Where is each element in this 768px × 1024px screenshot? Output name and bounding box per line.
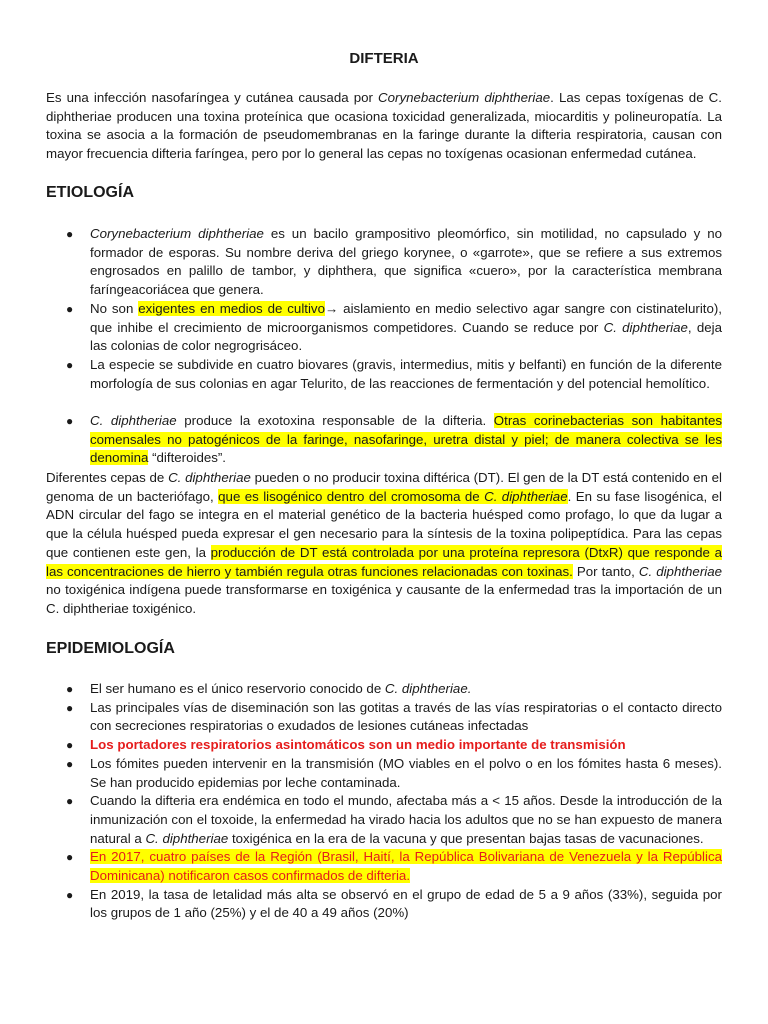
- list-item: [46, 225, 722, 300]
- text-run: no toxigénica indígena puede transformarse en toxigénica y causante de la enfermedad tras la importación de un C. diphtheriae toxigénico.: [46, 582, 722, 616]
- highlighted-run: producción de DT está controlada por una proteína represora (DtxR) que responde a las concentraciones de hierro y también regula otras funciones relacionadas con toxinas.: [46, 544, 722, 579]
- highlighted-run: exigentes en medios de cultivo: [138, 300, 325, 316]
- italic-run: C. diphtheriae: [145, 830, 229, 846]
- highlighted-run: [218, 489, 567, 504]
- list-item: [46, 755, 722, 792]
- list-item: [46, 736, 722, 755]
- dt-paragraph: [46, 469, 722, 619]
- list-item: [46, 356, 722, 393]
- bullet-dot-icon: ●: [66, 794, 74, 809]
- text-run: Las principales vías de diseminación son las gotitas a través de las vías respiratorias o el contacto directo con secreciones respiratorias o exudados de lesiones cutáneas infectadas: [90, 699, 722, 734]
- document-title: DIFTERIA: [349, 50, 419, 67]
- italic-run: C. diphtheriae: [603, 319, 688, 335]
- bullet-dot-icon: ●: [66, 738, 74, 753]
- list-item: [46, 412, 722, 468]
- list-item: [46, 680, 722, 699]
- list-item: [46, 792, 722, 848]
- text-run: que es lisogénico dentro del cromosoma de: [218, 488, 485, 504]
- italic-run: C. diphtheriae: [168, 470, 251, 485]
- text-run: En 2019, la tasa de letalidad más alta se observó en el grupo de edad de 5 a 9 años (33%), seguida por los grupos de 1 año (25%) y el de 40 a 49 años (20%): [90, 886, 722, 921]
- epidemiologia-bullet-list: [46, 680, 722, 923]
- bullet-dot-icon: ●: [66, 850, 74, 865]
- etiologia-bullet-list: [46, 225, 722, 468]
- text-run: La especie se subdivide en cuatro biovares (gravis, intermedius, mitis y belfanti) en función de la diferente morfología de sus colonias en agar Telurito, de las reacciones de fermentación y del potencial hemolítico.: [90, 356, 722, 391]
- highlighted-run: Otras corinebacterias son habitantes comensales no patogénicos de la faringe, nasofaringe, uretra distal y piel; de manera colectiva se les denomina: [90, 413, 722, 466]
- list-item: [46, 300, 722, 356]
- bullet-dot-icon: ●: [66, 887, 74, 902]
- red-highlighted-run: En 2017, cuatro países de la Región (Brasil, Haití, la República Bolivariana de Venezuela y la República Dominicana) notificaron casos confirmados de difteria.: [90, 849, 722, 884]
- text-run: Cuando la difteria era endémica en todo el mundo, afectaba más a < 15 años. Desde la introducción de la inmunización con el toxoide, la enfermedad ha virado hacia los adultos que no se han expuesto de manera natural a: [90, 793, 722, 846]
- bullet-dot-icon: ●: [66, 682, 74, 696]
- italic-run: C. diphtheriae.: [384, 681, 472, 696]
- text-run: . Las cepas toxígenas de C. diphtheriae producen una toxina proteínica que ocasiona toxicidad generalizada, miocarditis y polineuropatía. La toxina se asocia a la formación de pseudomembranas en la faringe durante la difteria respiratoria, causan con mayor frecuencia difteria faríngea, pero por lo general las cepas no toxígenas ocasionan enfermedad cutánea.: [46, 90, 722, 162]
- bullet-dot-icon: ●: [66, 301, 74, 316]
- bullet-dot-icon: ●: [66, 700, 74, 715]
- text-run: Diferentes cepas de: [46, 470, 169, 485]
- text-run: . En su fase lisogénica, el ADN circular del fago se integra en el material genético de la bacteria huésped como profago, lo que da lugar a que la célula huésped pueda expresar el gen necesario para la síntesis de la toxina polipeptídica. Para las cepas que contienen este gen, la: [46, 488, 722, 560]
- text-run: , deja las colonias de color negrogrisáceo.: [90, 319, 722, 354]
- section-heading-epidemiologia: EPIDEMIOLOGÍA: [46, 640, 175, 657]
- text-run: toxigénica en la era de la vacuna y que presentan bajas tasas de vacunaciones.: [228, 830, 704, 846]
- text-run: No son: [90, 300, 139, 316]
- list-item: [46, 848, 722, 885]
- bullet-dot-icon: ●: [66, 357, 74, 372]
- italic-run: C. diphtheriae: [484, 488, 568, 504]
- bullet-dot-icon: ●: [66, 756, 74, 771]
- intro-paragraph: [46, 89, 722, 164]
- list-item: [46, 886, 722, 923]
- text-run: pueden o no producir toxina diftérica (DT). El gen de la DT está contenido en el genoma de un bacteriófago,: [46, 470, 722, 504]
- bullet-dot-icon: ●: [66, 227, 74, 241]
- italic-run: Corynebacterium diphtheriae: [90, 226, 264, 241]
- text-run: produce la exotoxina responsable de la difteria.: [176, 413, 494, 429]
- list-item: [46, 699, 722, 736]
- italic-run: Corynebacterium diphtheriae: [378, 90, 551, 105]
- text-run: Los fómites pueden intervenir en la transmisión (MO viables en el polvo o en los fómites hasta 6 meses). Se han producido epidemias por leche contaminada.: [90, 755, 722, 790]
- italic-run: C. diphtheriae: [90, 413, 177, 429]
- section-heading-etiologia: ETIOLOGÍA: [46, 184, 134, 201]
- text-run: es un bacilo grampositivo pleomórfico, sin motilidad, no capsulado y no formador de esporas. Su nombre deriva del griego korynee, o «garrote», que se refiere a sus extremos engrosados en palillo de tambor, y diphthera, que significa «cuero», por la característica membrana faríngeacoriácea que genera.: [90, 226, 722, 298]
- red-emphasis-run: Los portadores respiratorios asintomáticos son un medio importante de transmisión: [90, 737, 626, 753]
- text-run: Es una infección nasofaríngea y cutánea causada por: [46, 90, 379, 105]
- text-run: El ser humano es el único reservorio conocido de: [90, 681, 385, 696]
- bullet-dot-icon: ●: [66, 414, 74, 429]
- text-run: Por tanto,: [572, 563, 639, 579]
- text-run: → aislamiento en medio selectivo agar sangre con cistinatelurito), que inhibe el crecimiento de microorganismos competidores. Cuando se reduce por: [90, 300, 722, 335]
- text-run: “difteroides”.: [148, 450, 226, 466]
- italic-run: C. diphtheriae: [638, 563, 723, 579]
